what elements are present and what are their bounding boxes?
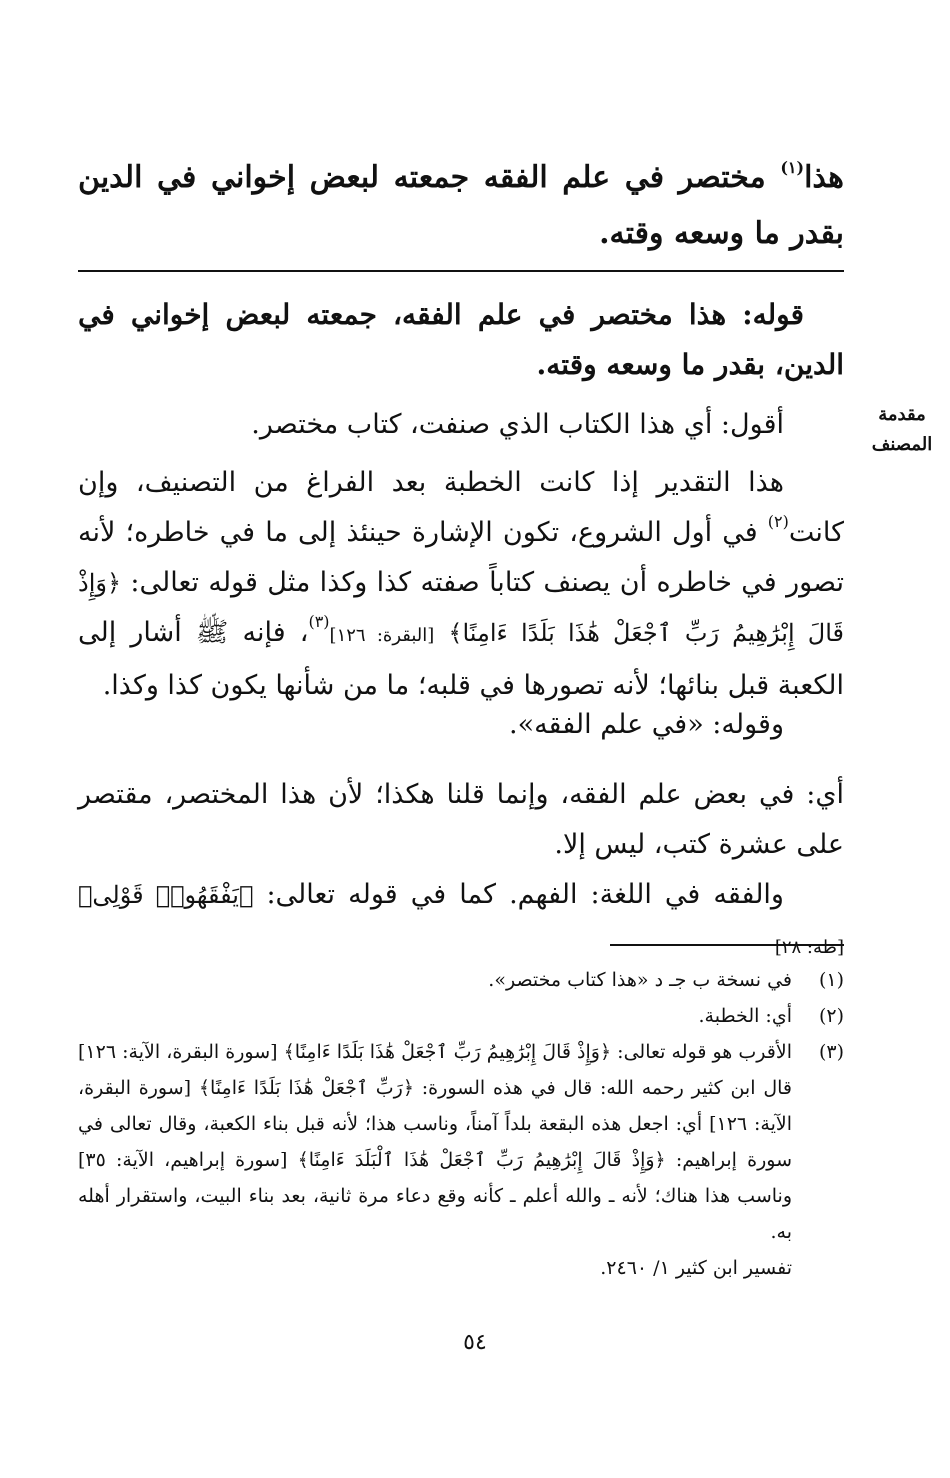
paragraph-1: أقول: أي هذا الكتاب الذي صنفت، كتاب مختصر. bbox=[251, 409, 784, 440]
matn-divider bbox=[78, 270, 844, 272]
footnote-text: الأقرب هو قوله تعالى: ﴿وَإِذْ قَالَ إِبْرَٰهِيمُ رَبِّ ٱجْعَلْ هَٰذَا بَلَدًا ءَامِنًا﴾ [سورة البقرة، الآية: ١٢٦] قال ابن كثير رحمه الله: قال في هذه السورة: ﴿رَبِّ ٱجْعَلْ هَٰذَا بَلَدًا ءَامِنًا﴾ [سورة البقرة، الآية: ١٢٦] أي: اجعل هذه البقعة بلداً آمناً، وناسب هذا؛ لأنه قبل بناء الكعبة، وقال تعالى في سورة إبراهيم: ﴿وَإِذْ قَالَ إِبْرَٰهِيمُ رَبِّ ٱجْعَلْ هَٰذَا ٱلْبَلَدَ ءَامِنًا﴾ [سورة إبراهيم، الآية: ٣٥] وناسب هذا هناك؛ لأنه ـ والله أعلم ـ كأنه وقع دعاء مرة ثانية، بعد بناء البيت، واستقرار أهله به. bbox=[78, 1041, 792, 1243]
paragraph-5 bbox=[78, 870, 844, 973]
footnote-item bbox=[78, 998, 844, 1034]
margin-heading-line1: مقدمة bbox=[878, 404, 926, 425]
page-number: ٥٤ bbox=[463, 1330, 487, 1355]
paragraph-4: أي: في بعض علم الفقه، وإنما قلنا هكذا؛ لأن هذا المختصر، مقتصر على عشرة كتب، ليس إلا. bbox=[78, 779, 844, 860]
footnote-item bbox=[78, 1034, 844, 1250]
footnotes bbox=[78, 962, 844, 1286]
footnote-number: (٢) bbox=[818, 1005, 844, 1027]
verse-reference: [البقرة: ١٢٦] bbox=[329, 625, 435, 646]
quran-verse-2: ﴿يَفْقَهُوا۟ قَوْلِى﴾ bbox=[78, 881, 254, 909]
footnote-ref-1[interactable]: (١) bbox=[780, 158, 805, 177]
footnote-divider bbox=[610, 944, 844, 946]
paragraph-2-part-c: ، فإنه ﷺ أشار إلى الكعبة قبل بنائها؛ لأنه تصورها في قلبه؛ ما من شأنها يكون كذا وكذا. bbox=[78, 617, 844, 701]
footnote-text: في نسخة ب جـ د «هذا كتاب مختصر». bbox=[488, 969, 792, 991]
footnote-item bbox=[78, 962, 844, 998]
paragraph-2 bbox=[78, 458, 844, 711]
paragraph-2-part-a: هذا التقدير إذا كانت الخطبة بعد الفراغ من التصنيف، وإن كانت bbox=[78, 467, 844, 548]
paragraph-5-text: والفقه في اللغة: الفهم. كما في قوله تعالى: bbox=[266, 879, 784, 910]
matn-rest: مختصر في علم الفقه جمعته لبعض إخواني في الدين بقدر ما وسعه وقته. bbox=[78, 160, 844, 251]
quran-verse: ﴿وَإِذْ قَالَ إِبْرَٰهِيمُ رَبِّ ٱجْعَلْ هَٰذَا بَلَدًا ءَامِنًا﴾ bbox=[78, 569, 844, 647]
footnote-text: أي: الخطبة. bbox=[698, 1005, 792, 1027]
paragraph-3: وقوله: «في علم الفقه». bbox=[508, 709, 784, 740]
footnote-source: تفسير ابن كثير ١/ ٢٤٦٠. bbox=[600, 1257, 792, 1279]
footnote-ref-3[interactable]: (٣) bbox=[308, 612, 330, 631]
footnote-number: (١) bbox=[818, 969, 844, 991]
paragraph-2-part-b: في أول الشروع، تكون الإشارة حينئذ إلى ما في خاطره؛ لأنه تصور في خاطره أن يصنف كتاباً صفته كذا وكذا مثل قوله تعالى: bbox=[78, 517, 844, 598]
matn-lead: هذا bbox=[804, 160, 844, 195]
matn-text bbox=[78, 150, 844, 262]
commentary-quote bbox=[78, 290, 844, 390]
footnote-ref-2[interactable]: (٢) bbox=[767, 512, 789, 531]
commentary-quote-text: قوله: هذا مختصر في علم الفقه، جمعته لبعض إخواني في الدين، بقدر ما وسعه وقته. bbox=[78, 298, 844, 381]
footnote-number: (٣) bbox=[818, 1041, 844, 1063]
verse-reference-2: [طه: ٢٨] bbox=[774, 937, 844, 958]
margin-heading bbox=[862, 400, 942, 460]
margin-heading-line2: المصنف bbox=[871, 434, 933, 455]
